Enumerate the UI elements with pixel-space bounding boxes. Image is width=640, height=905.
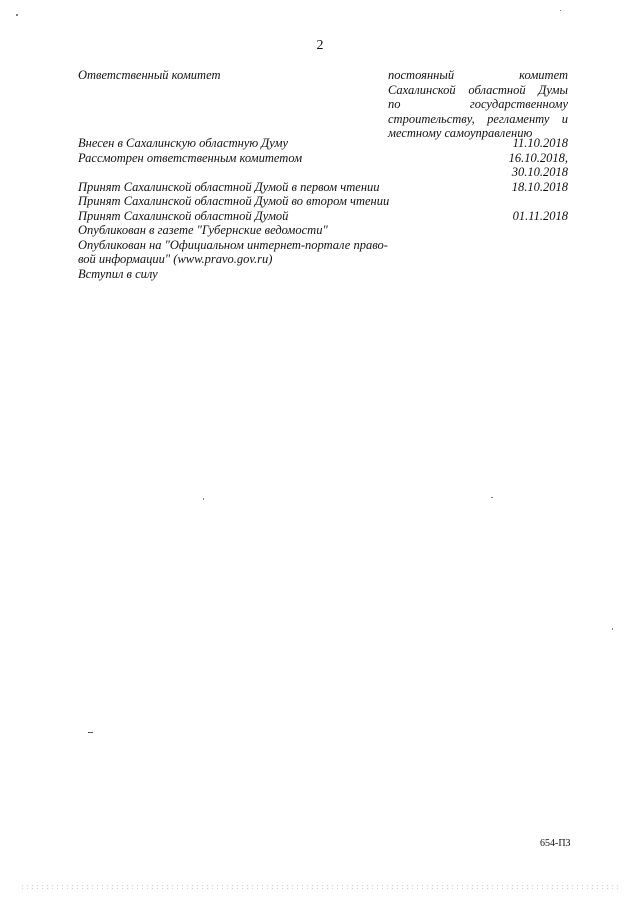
scan-speck bbox=[491, 497, 493, 498]
event-row-submitted bbox=[78, 136, 568, 151]
event-date: 16.10.2018, bbox=[508, 150, 568, 165]
event-date: 01.11.2018 bbox=[512, 208, 568, 223]
publication-portal-line: вой информации" (www.pravo.gov.ru) bbox=[78, 252, 273, 266]
publication-portal-line: Опубликован на "Официальном интернет-портале право- bbox=[78, 237, 388, 252]
event-dates bbox=[513, 209, 568, 224]
event-label: Принят Сахалинской областной Думой во втором чтении bbox=[78, 194, 390, 208]
committee-label: Ответственный комитет bbox=[78, 68, 221, 82]
scan-speck bbox=[203, 498, 204, 500]
event-date: 11.10.2018 bbox=[512, 136, 568, 150]
publication-gazette: Опубликован в газете "Губернские ведомости" bbox=[78, 223, 328, 237]
committee-value-line: Сахалинской областной Думы bbox=[388, 82, 568, 97]
event-row-second-reading bbox=[78, 194, 568, 209]
committee-value-line: постоянный комитет bbox=[388, 68, 568, 82]
event-row-reviewed bbox=[78, 151, 568, 180]
legislative-history bbox=[78, 136, 568, 281]
committee-value-line: местному самоуправлению bbox=[388, 126, 533, 140]
committee-value-line: по государственному bbox=[388, 97, 568, 111]
in-force-label: Вступил в силу bbox=[78, 266, 158, 281]
event-row-adopted bbox=[78, 209, 568, 224]
scan-speck bbox=[88, 732, 93, 733]
event-label: Принят Сахалинской областной Думой bbox=[78, 208, 289, 223]
event-dates bbox=[512, 180, 568, 195]
page-number: 2 bbox=[316, 38, 324, 53]
scan-speck bbox=[16, 14, 18, 16]
event-row-first-reading bbox=[78, 180, 568, 195]
event-label: Принят Сахалинской областной Думой в первом чтении bbox=[78, 179, 380, 194]
event-label: Рассмотрен ответственным комитетом bbox=[78, 150, 303, 165]
committee-value-line: строительству, регламенту и bbox=[388, 111, 568, 126]
event-date: 18.10.2018 bbox=[511, 179, 568, 194]
event-dates bbox=[509, 151, 568, 180]
publication-block bbox=[78, 223, 388, 281]
event-label: Внесен в Сахалинскую областную Думу bbox=[78, 136, 289, 150]
scan-speck bbox=[560, 10, 561, 11]
scan-speck bbox=[612, 628, 613, 630]
committee-value bbox=[388, 68, 568, 141]
scan-noise bbox=[20, 884, 620, 890]
event-dates bbox=[513, 136, 568, 151]
event-date: 30.10.2018 bbox=[511, 165, 568, 179]
document-code: 654-ПЗ bbox=[540, 838, 571, 849]
